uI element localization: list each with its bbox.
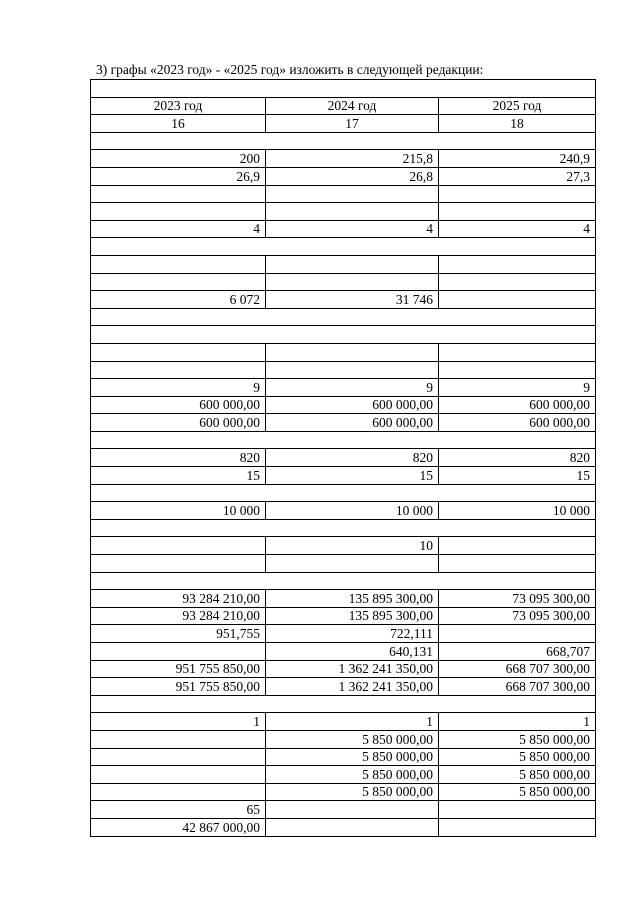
table-cell-col-2025: [439, 801, 596, 819]
table-cell-col-2023: 951 755 850,00: [91, 678, 266, 696]
table-row: [91, 379, 596, 397]
table-cell-col-2024: [266, 273, 439, 291]
table-cell-col-2024: 640,131: [266, 643, 439, 661]
table-row: [91, 590, 596, 608]
table-cell-col-2023: [91, 766, 266, 784]
table-cell-col-2023: 9: [91, 379, 266, 397]
table-row: [91, 766, 596, 784]
table-cell-col-2025: 5 850 000,00: [439, 783, 596, 801]
table-row: [91, 361, 596, 379]
table-cell-col-2023: 4: [91, 220, 266, 238]
table-cell-col-2025: 668 707 300,00: [439, 660, 596, 678]
table-cell-col-2024: 15: [266, 467, 439, 485]
table-cell-col-2024: 722,111: [266, 625, 439, 643]
table-cell-col-2023: [91, 748, 266, 766]
table-cell-col-2024: 10 000: [266, 502, 439, 520]
table-cell-col-2024: 135 895 300,00: [266, 590, 439, 608]
table-cell-col-2025: 73 095 300,00: [439, 607, 596, 625]
table-cell-col-2024: [266, 255, 439, 273]
blank-cell: [91, 238, 596, 256]
table-cell-col-2023: [91, 343, 266, 361]
table-row: [91, 730, 596, 748]
table-cell-col-2025: [439, 555, 596, 573]
table-cell-col-2025: 10 000: [439, 502, 596, 520]
table-cell-col-2025: 668 707 300,00: [439, 678, 596, 696]
table-cell-col-2024: [266, 818, 439, 836]
table-row: [91, 783, 596, 801]
table-cell-col-2023: 600 000,00: [91, 396, 266, 414]
table-row: [91, 537, 596, 555]
blank-cell: [91, 308, 596, 326]
table-cell-col-2025: [439, 203, 596, 221]
table-separator-row: [91, 695, 596, 713]
table-cell-col-2025: [439, 361, 596, 379]
table-cell-col-2025: [439, 625, 596, 643]
table-cell-col-2025: 15: [439, 467, 596, 485]
table-cell-col-2024: 600 000,00: [266, 414, 439, 432]
table-row: [91, 167, 596, 185]
amendment-table: [90, 79, 596, 837]
table-cell-col-2023: [91, 537, 266, 555]
table-cell-col-2025: 5 850 000,00: [439, 730, 596, 748]
table-separator-row: [91, 431, 596, 449]
table-cell-col-2025: 9: [439, 379, 596, 397]
table-cell-col-2024: [266, 801, 439, 819]
table-row: [91, 185, 596, 203]
table-cell-col-2023: 951,755: [91, 625, 266, 643]
table-cell-col-2023: 26,9: [91, 167, 266, 185]
table-cell-col-2023: [91, 361, 266, 379]
table-separator-row: [91, 238, 596, 256]
table-cell-col-2023: 1: [91, 713, 266, 731]
table-cell-col-2024: 5 850 000,00: [266, 766, 439, 784]
table-cell-col-2024: [266, 185, 439, 203]
table-cell-col-2024: 10: [266, 537, 439, 555]
blank-cell: [91, 484, 596, 502]
table-cell-col-2024: 1: [266, 713, 439, 731]
table-cell-col-2024: 9: [266, 379, 439, 397]
table-row: [91, 555, 596, 573]
table-cell-col-2025: 27,3: [439, 167, 596, 185]
header-2024-year: 2024 год: [266, 97, 439, 115]
table-cell-col-2025: 820: [439, 449, 596, 467]
table-row: [91, 255, 596, 273]
table-cell-col-2025: 668,707: [439, 643, 596, 661]
table-cell-col-2024: 4: [266, 220, 439, 238]
table-separator-row: [91, 326, 596, 344]
table-row: [91, 449, 596, 467]
table-top-blank-row: [91, 80, 596, 98]
table-row: [91, 643, 596, 661]
table-cell-col-2025: 73 095 300,00: [439, 590, 596, 608]
blank-cell: [91, 695, 596, 713]
table-cell-col-2023: 42 867 000,00: [91, 818, 266, 836]
table-cell-col-2025: [439, 185, 596, 203]
table-cell-col-2023: 6 072: [91, 291, 266, 309]
table-cell-col-2023: [91, 643, 266, 661]
table-row: [91, 502, 596, 520]
table-cell-col-2024: 31 746: [266, 291, 439, 309]
table-row: [91, 660, 596, 678]
table-row: [91, 343, 596, 361]
table-cell-col-2023: [91, 273, 266, 291]
table-cell-col-2025: [439, 537, 596, 555]
table-separator-row: [91, 484, 596, 502]
table-cell-col-2023: 93 284 210,00: [91, 607, 266, 625]
table-cell-col-2024: 215,8: [266, 150, 439, 168]
table-cell-col-2023: 65: [91, 801, 266, 819]
column-number-16: 16: [91, 115, 266, 133]
table-cell-col-2025: 1: [439, 713, 596, 731]
table-body: [91, 80, 596, 837]
table-row: [91, 467, 596, 485]
table-row: [91, 396, 596, 414]
table-cell-col-2025: [439, 255, 596, 273]
table-cell-col-2023: 200: [91, 150, 266, 168]
table-cell-col-2025: 5 850 000,00: [439, 748, 596, 766]
table-row: [91, 678, 596, 696]
table-cell-col-2024: [266, 361, 439, 379]
table-separator-row: [91, 519, 596, 537]
table-cell-col-2025: [439, 291, 596, 309]
table-cell-col-2023: 951 755 850,00: [91, 660, 266, 678]
blank-cell: [91, 80, 596, 98]
table-cell-col-2024: [266, 203, 439, 221]
table-cell-col-2025: 4: [439, 220, 596, 238]
table-row: [91, 625, 596, 643]
table-cell-col-2025: [439, 273, 596, 291]
table-cell-col-2023: [91, 783, 266, 801]
table-separator-row: [91, 308, 596, 326]
blank-cell: [91, 519, 596, 537]
table-cell-col-2023: [91, 555, 266, 573]
table-row: [91, 414, 596, 432]
table-cell-col-2023: [91, 255, 266, 273]
table-cell-col-2025: 5 850 000,00: [439, 766, 596, 784]
blank-cell: [91, 431, 596, 449]
column-number-17: 17: [266, 115, 439, 133]
table-row: [91, 273, 596, 291]
table-row: [91, 748, 596, 766]
table-row: [91, 150, 596, 168]
table-cell-col-2025: 600 000,00: [439, 396, 596, 414]
table-cell-col-2023: [91, 730, 266, 748]
table-cell-col-2025: [439, 343, 596, 361]
table-cell-col-2024: 5 850 000,00: [266, 730, 439, 748]
table-cell-col-2023: 93 284 210,00: [91, 590, 266, 608]
table-separator-row: [91, 572, 596, 590]
table-row: [91, 801, 596, 819]
table-cell-col-2023: 600 000,00: [91, 414, 266, 432]
table-cell-col-2024: 5 850 000,00: [266, 748, 439, 766]
table-cell-col-2024: 135 895 300,00: [266, 607, 439, 625]
table-cell-col-2024: [266, 343, 439, 361]
blank-cell: [91, 572, 596, 590]
table-cell-col-2024: 820: [266, 449, 439, 467]
table-row: [91, 713, 596, 731]
table-cell-col-2023: [91, 185, 266, 203]
table-column-number-row: [91, 115, 596, 133]
table-cell-col-2024: 1 362 241 350,00: [266, 678, 439, 696]
table-cell-col-2023: [91, 203, 266, 221]
table-cell-col-2024: [266, 555, 439, 573]
table-cell-col-2024: 1 362 241 350,00: [266, 660, 439, 678]
table-cell-col-2023: 10 000: [91, 502, 266, 520]
table-separator-row: [91, 132, 596, 150]
table-cell-col-2025: 240,9: [439, 150, 596, 168]
table-row: [91, 607, 596, 625]
table-cell-col-2025: [439, 818, 596, 836]
header-2023-year: 2023 год: [91, 97, 266, 115]
table-row: [91, 220, 596, 238]
table-row: [91, 818, 596, 836]
document-heading: 3) графы «2023 год» - «2025 год» изложить в следующей редакции:: [96, 62, 484, 77]
header-2025-year: 2025 год: [439, 97, 596, 115]
table-cell-col-2024: 26,8: [266, 167, 439, 185]
table-header-row: [91, 97, 596, 115]
column-number-18: 18: [439, 115, 596, 133]
blank-cell: [91, 132, 596, 150]
table-cell-col-2024: 5 850 000,00: [266, 783, 439, 801]
table-cell-col-2025: 600 000,00: [439, 414, 596, 432]
table-row: [91, 203, 596, 221]
table-row: [91, 291, 596, 309]
table-cell-col-2024: 600 000,00: [266, 396, 439, 414]
blank-cell: [91, 326, 596, 344]
table-cell-col-2023: 15: [91, 467, 266, 485]
table-cell-col-2023: 820: [91, 449, 266, 467]
